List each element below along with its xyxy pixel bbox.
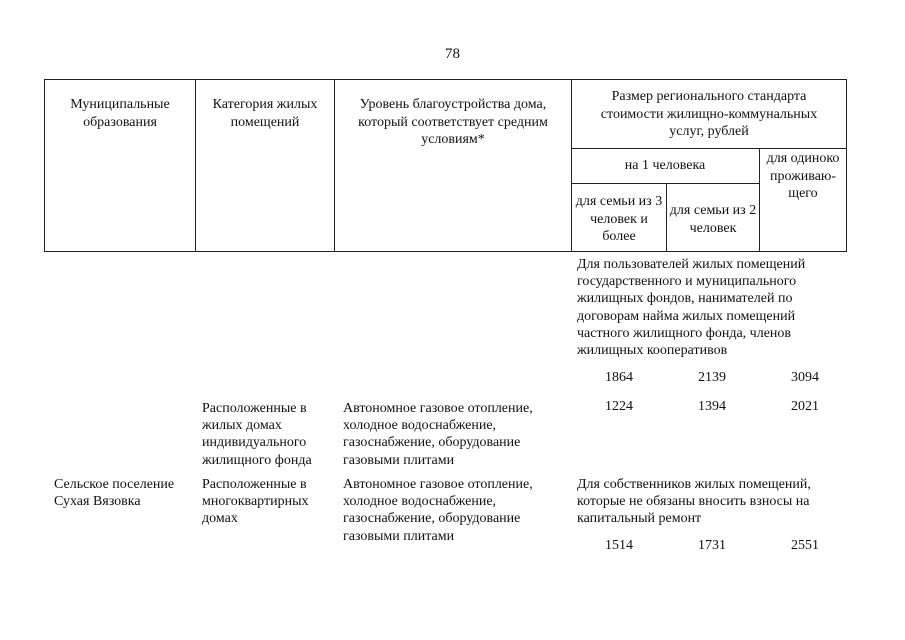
border-left <box>44 79 45 252</box>
header-per-person: на 1 человека <box>624 158 706 173</box>
section-2-category: Расположенные в жилых домах индивидуального жилищного фонда <box>202 401 312 468</box>
section-1-value-single: 3094 <box>791 370 819 385</box>
section-3-value-family2: 1731 <box>698 538 726 553</box>
header-top-border <box>44 79 847 80</box>
header-bottom-border <box>44 251 847 252</box>
section-3-value-family3: 1514 <box>605 538 633 553</box>
section-2-value-family2: 1394 <box>698 399 726 414</box>
standard-subheader-divider <box>571 148 847 149</box>
header-category: Категория жилых помещений <box>212 97 318 130</box>
header-standard: Размер регионального стандарта стоимости жилищно-коммунальных услуг, рублей <box>600 89 818 139</box>
header-level: Уровень благоустройства дома, который соответствует средним условиям* <box>358 97 548 147</box>
section-2-value-single: 2021 <box>791 399 819 414</box>
border-right <box>846 79 847 252</box>
section-1-caption: Для пользователей жилых помещений государственного и муниципального жилищных фондов, нанимателей по договорам найма жилых помещений частного жилищного фонда, членов жилищных кооперативов <box>577 257 806 359</box>
header-family3: для семьи из 3 человек и более <box>575 194 663 244</box>
border-col-2 <box>334 79 335 252</box>
section-3-value-single: 2551 <box>791 538 819 553</box>
section-2-value-family3: 1224 <box>605 399 633 414</box>
section-3-municipality: Сельское поселение Сухая Вязовка <box>54 477 175 510</box>
header-municipalities: Муниципальные образования <box>70 97 170 130</box>
header-family2: для семьи из 2 человек <box>669 203 757 236</box>
section-3-caption: Для собственников жилых помещений, которые не обязаны вносить взносы на капитальный ремонт <box>577 477 811 527</box>
section-3-level: Автономное газовое отопление, холодное водоснабжение, газоснабжение, оборудование газовыми плитами <box>343 477 533 544</box>
border-col-1 <box>195 79 196 252</box>
border-col-5 <box>759 148 760 252</box>
header-single: для одиноко проживаю-щего <box>766 151 840 201</box>
border-col-4 <box>666 183 667 252</box>
page-number: 78 <box>445 46 460 62</box>
per-person-divider <box>571 183 759 184</box>
section-1-value-family2: 2139 <box>698 370 726 385</box>
section-1-value-family3: 1864 <box>605 370 633 385</box>
section-2-level: Автономное газовое отопление, холодное водоснабжение, газоснабжение, оборудование газовыми плитами <box>343 401 533 468</box>
section-3-category: Расположенные в многоквартирных домах <box>202 477 309 527</box>
